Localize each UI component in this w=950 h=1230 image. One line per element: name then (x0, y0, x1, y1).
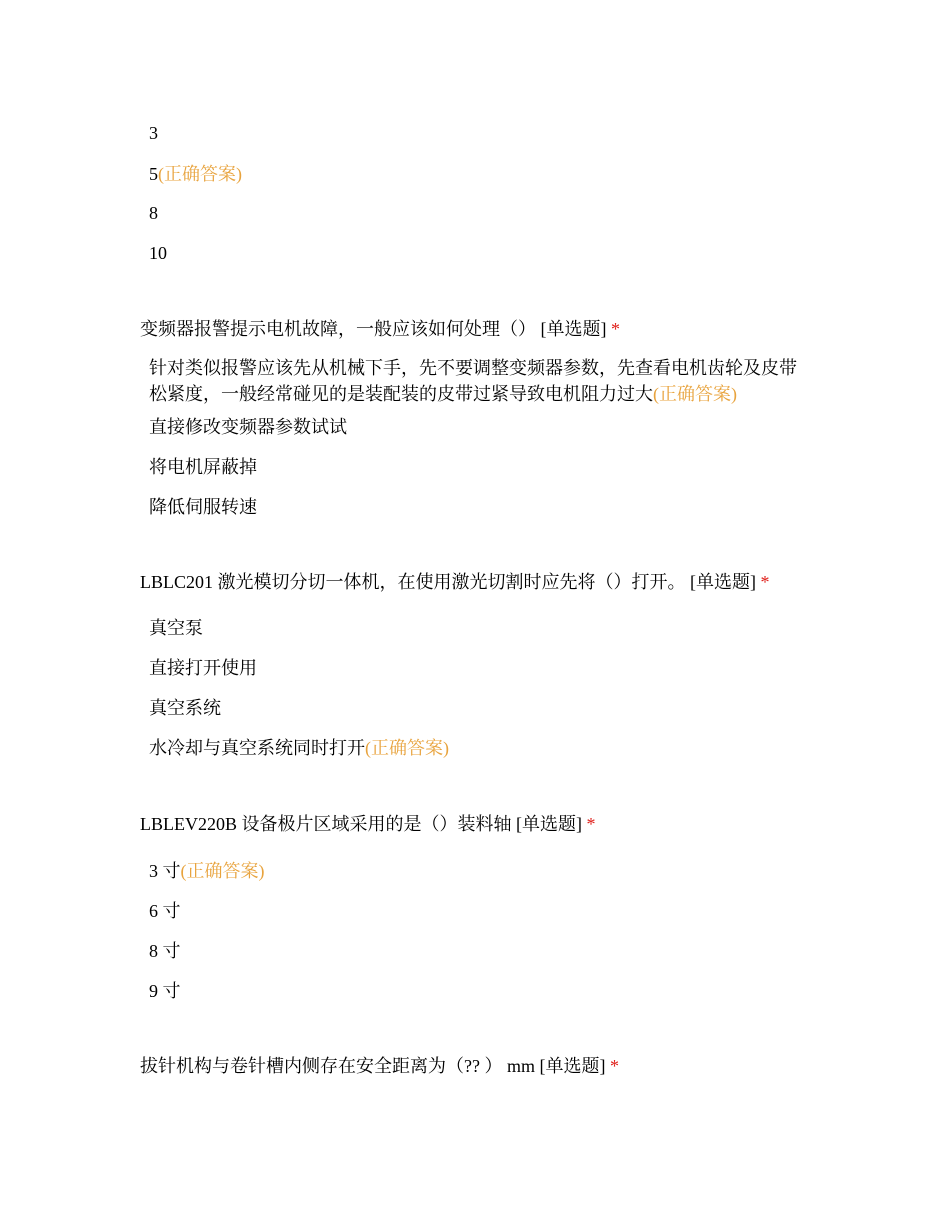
option-text: 8 (149, 203, 158, 223)
q4-option-4 (149, 978, 809, 1004)
option-text: 真空泵 (149, 618, 203, 638)
option-text: 9 寸 (149, 981, 181, 1001)
required-mark: * (760, 572, 770, 592)
q1-option-2 (149, 161, 809, 187)
q4-option-1 (149, 858, 809, 884)
required-mark: * (609, 1056, 619, 1076)
q3-title (140, 569, 840, 595)
question-text: 拔针机构与卷针槽内侧存在安全距离为（?? ） mm [单选题] (140, 1056, 606, 1076)
q2-option-2 (149, 414, 809, 440)
q3-option-3 (149, 695, 809, 721)
q4-title (140, 811, 840, 837)
option-text: 5 (149, 164, 158, 184)
q4-option-2 (149, 898, 809, 924)
question-text: LBLEV220B 设备极片区域采用的是（）装料轴 [单选题] (140, 814, 582, 834)
option-text: 6 寸 (149, 901, 181, 921)
option-text: 将电机屏蔽掉 (149, 457, 257, 477)
q1-option-4 (149, 240, 809, 266)
correct-answer-tag: (正确答案) (180, 861, 265, 881)
option-text: 10 (149, 243, 167, 263)
q2-title (140, 316, 840, 342)
option-text: 直接打开使用 (149, 658, 257, 678)
q2-option-4 (149, 494, 809, 520)
option-text: 水冷却与真空系统同时打开 (149, 738, 365, 758)
q3-option-2 (149, 655, 809, 681)
correct-answer-tag: (正确答案) (653, 384, 737, 404)
q4-option-3 (149, 938, 809, 964)
question-text: 变频器报警提示电机故障，一般应该如何处理（） [单选题] (140, 319, 607, 339)
q1-option-1 (149, 120, 809, 146)
q2-option-1 (149, 355, 809, 407)
q5-title (140, 1053, 840, 1079)
correct-answer-tag: (正确答案) (365, 738, 449, 758)
required-mark: * (611, 319, 620, 339)
option-text: 3 (149, 123, 158, 143)
option-text: 降低伺服转速 (149, 497, 257, 517)
correct-answer-tag: (正确答案) (158, 164, 242, 184)
q3-option-4 (149, 735, 809, 761)
option-text: 8 寸 (149, 941, 181, 961)
required-mark: * (586, 814, 596, 834)
option-text: 针对类似报警应该先从机械下手，先不要调整变频器参数，先查看电机齿轮及皮带松紧度，一般经常碰见的是装配装的皮带过紧导致电机阻力过大 (149, 358, 797, 404)
option-text: 直接修改变频器参数试试 (149, 417, 347, 437)
option-text: 3 寸 (149, 861, 181, 881)
option-text: 真空系统 (149, 698, 221, 718)
q3-option-1 (149, 615, 809, 641)
q2-option-3 (149, 454, 809, 480)
q1-option-3 (149, 200, 809, 226)
question-text: LBLC201 激光模切分切一体机，在使用激光切割时应先将（）打开。 [单选题] (140, 572, 756, 592)
